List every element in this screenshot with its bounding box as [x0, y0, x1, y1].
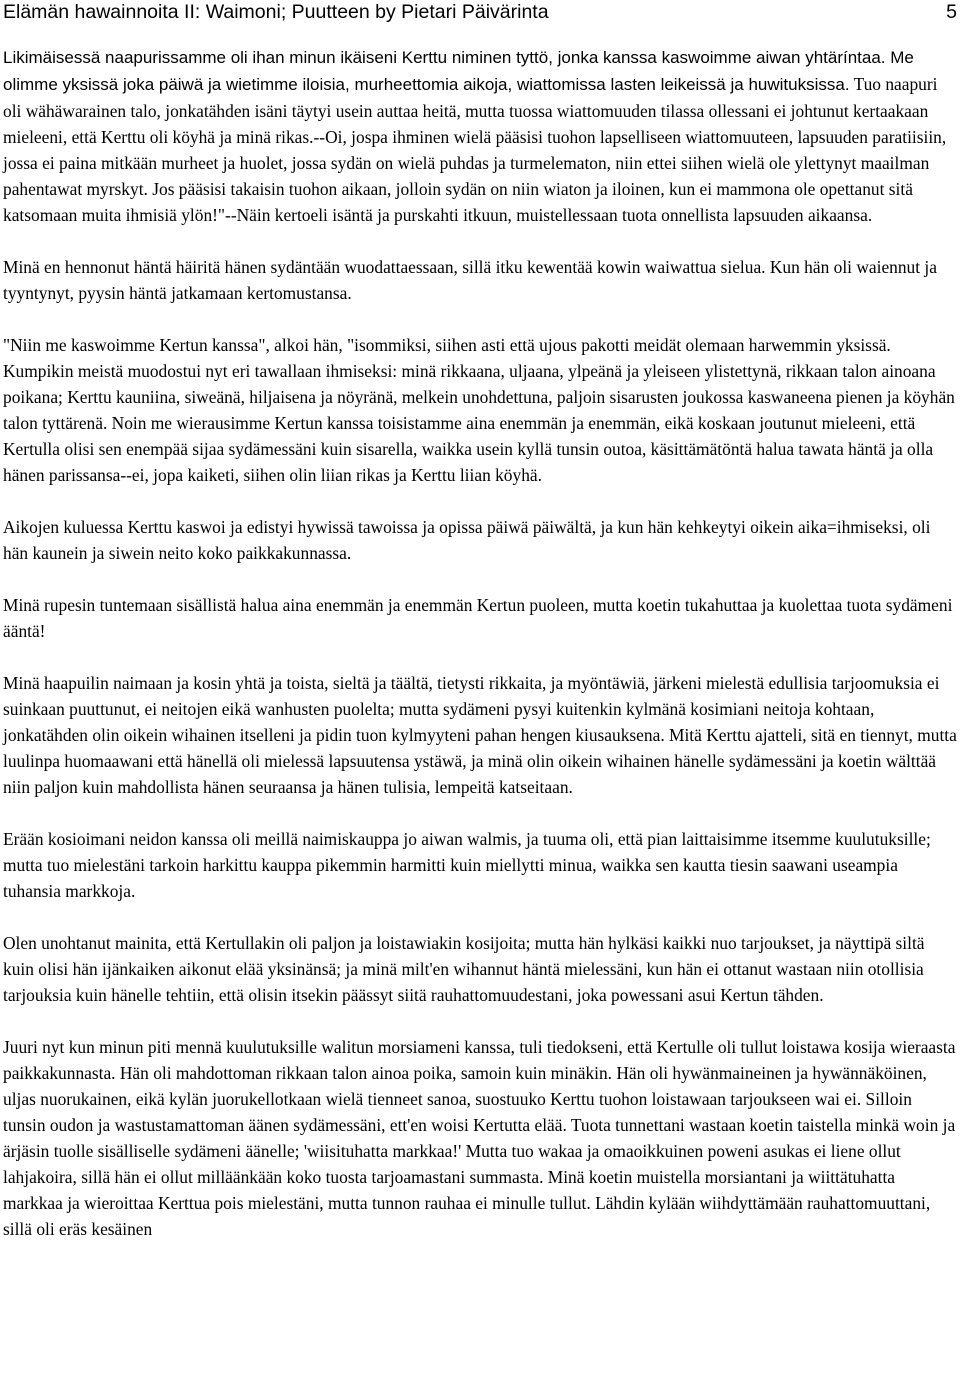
paragraph: Olen unohtanut mainita, että Kertullakin oli paljon ja loistawiakin kosijoita; mutta hän hylkäsi kaikki nuo tarjoukset, ja näyttipä siltä kuin olisi hän ijänkaiken aikonut elää yksinänsä; ja minä milt'en wihannut häntä mielessäni, kun hän ei ottanut wastaan niin otollisia tarjouksia kuin hänelle tehtiin, että olisin itsekin päässyt siitä rauhattomuudestani, joka powessani asui Kertun tähden. — [3, 933, 925, 1005]
body-text — [3, 44, 957, 1242]
paragraph: Aikojen kuluessa Kerttu kaswoi ja edistyi hywissä tawoissa ja opissa päiwä päiwältä, ja kun hän kehkeytyi oikein aika=ihmiseksi, oli hän kaunein ja siwein neito koko paikkakunnassa. — [3, 517, 931, 563]
paragraph: Minä haapuilin naimaan ja kosin yhtä ja toista, sieltä ja täältä, tietysti rikkaita, ja myöntäwiä, järkeni mielestä edullisia tarjoomuksia ei suinkaan puuttunut, ei neitojen eikä wanhusten puolelta; mutta sydämeni pysyi kuitenkin kylmänä kosimiani neitoja kohtaan, jonkatähden olin oikein wihainen itselleni ja pidin tuon kylmyyteni pahan hengen kiusauksena. Mitä Kerttu ajatteli, sitä en tiennyt, mutta luulinpa huomaawani että hänellä oli mielessä lapsuutensa ystäwä, ja minä olin oikein wihainen hänelle sydämessäni ja koetin wälttää niin paljon kuin mahdollista hänen seuraansa ja hänen tulisia, lempeitä katseitaan. — [3, 673, 957, 797]
page-number: 5 — [946, 1, 957, 23]
paragraph-lead: Likimäisessä naapurissamme oli ihan minun ikäiseni Kerttu niminen tyttö, jonka kanssa kaswoimme aiwan yhtäríntaa. Me olimme yksissä joka päiwä ja wietimme iloisia, murheettomia aikoja, wiattomissa lasten leikeissä ja huwituksissa. — [3, 48, 914, 94]
paragraph: Erään kosioimani neidon kanssa oli meillä naimiskauppa jo aiwan walmis, ja tuuma oli, että pian laittaisimme itsemme kuulutuksille; mutta tuo mielestäni tarkoin harkittu kauppa pikemmin harmitti kuin miellytti minua, waikka sen kautta tiesin saawani useampia tuhansia markkoja. — [3, 829, 931, 901]
paragraph — [3, 44, 957, 228]
paragraph: Minä rupesin tuntemaan sisällistä halua aina enemmän ja enemmän Kertun puoleen, mutta koetin tukahuttaa ja kuolettaa tuota sydämeni ääntä! — [3, 595, 953, 641]
paragraph: "Niin me kaswoimme Kertun kanssa", alkoi hän, "isommiksi, siihen asti että ujous pakotti meidät olemaan harwemmin yksissä. Kumpikin meistä muodostui nyt eri tawallaan ihmiseksi: minä rikkaana, uljaana, ylpeänä ja yleiseen ylistettynä, rikkaan talon ainoana poikana; Kerttu kauniina, siweänä, hiljaisena ja nöyränä, melkein unohdettuna, paljoin sisarusten joukossa kaswaneena pienen ja köyhän talon tyttärenä. Noin me wierausimme Kertun kanssa toisistamme aina enemmän ja enemmän, eikä koskaan joutunut mieleeni, että Kertulla olisi sen enempää sijaa sydämessäni kuin sisarella, waikka usein kyllä tunsin outoa, käsittämätöntä halua tawata häntä ja olla hänen parissansa--ei, jopa kaiketi, siihen olin liian rikas ja Kerttu liian köyhä. — [3, 335, 955, 485]
paragraph-text: Tuo naapuri oli wähäwarainen talo, jonkatähden isäni täytyi usein auttaa heitä, mutta tuossa wiattomuuden tilassa ollessani ei johtunut kertaakaan mieleeni, että Kerttu oli köyhä ja minä rikas.--Oi, jospa ihminen wielä pääsisi tuohon lapselliseen wiattomuuteen, lapsuuden paratiisiin, jossa ei paina mitkään murheet ja huolet, jossa sydän on wielä puhdas ja turmelematon, niin ettei siihen wielä ole ylettynyt maailman pahentawat myrskyt. Jos pääsisi takaisin tuohon aikaan, jolloin sydän on niin wiaton ja iloinen, kun ei mammona ole opettanut sitä katsomaan muita ihmisiä ylön!"--Näin kertoeli isäntä ja purskahti itkuun, muistellessaan tuota onnellista lapsuuden aikaansa. — [3, 74, 947, 225]
book-title: Elämän hawainnoita II: Waimoni; Puutteen by Pietari Päivärinta — [3, 1, 549, 23]
page-header — [3, 0, 957, 26]
paragraph: Minä en hennonut häntä häiritä hänen sydäntään wuodattaessaan, sillä itku kewentää kowin waiwattua sielua. Kun hän oli waiennut ja tyyntynyt, pyysin häntä jatkamaan kertomustansa. — [3, 257, 937, 303]
paragraph: Juuri nyt kun minun piti mennä kuulutuksille walitun morsiameni kanssa, tuli tiedokseni, että Kertulle oli tullut loistawa kosija wieraasta paikkakunnasta. Hän oli mahdottoman rikkaan talon ainoa poika, samoin kuin minäkin. Hän oli hywänmaineinen ja hywännäköinen, uljas nuorukainen, eikä kylän juorukellotkaan wielä tienneet sanoa, suostuuko Kerttu tuohon loistawaan tarjoukseen wai ei. Silloin tunsin oudon ja wastustamattoman äänen sydämessäni, ett'en woisi Kertutta elää. Tuota tunnettani wastaan koetin taistella minkä woin ja ärjäsin tuolle sisälliselle sydämeni äänelle; 'wiisituhatta markkaa!' Mutta tuo wakaa ja omaoikkuinen poweni asukas ei liene ollut lahjakoira, sillä hän ei ollut milläänkään koko tuosta tarjoamastani summasta. Minä koetin muistella morsiantani ja wiittätuhatta markkaa ja wieroittaa Kerttua pois mielestäni, mutta tunnon rauhaa ei minulle tullut. Lähdin kylään wiihdyttämään rauhattomuuttani, sillä oli eräs kesäinen — [3, 1037, 956, 1239]
